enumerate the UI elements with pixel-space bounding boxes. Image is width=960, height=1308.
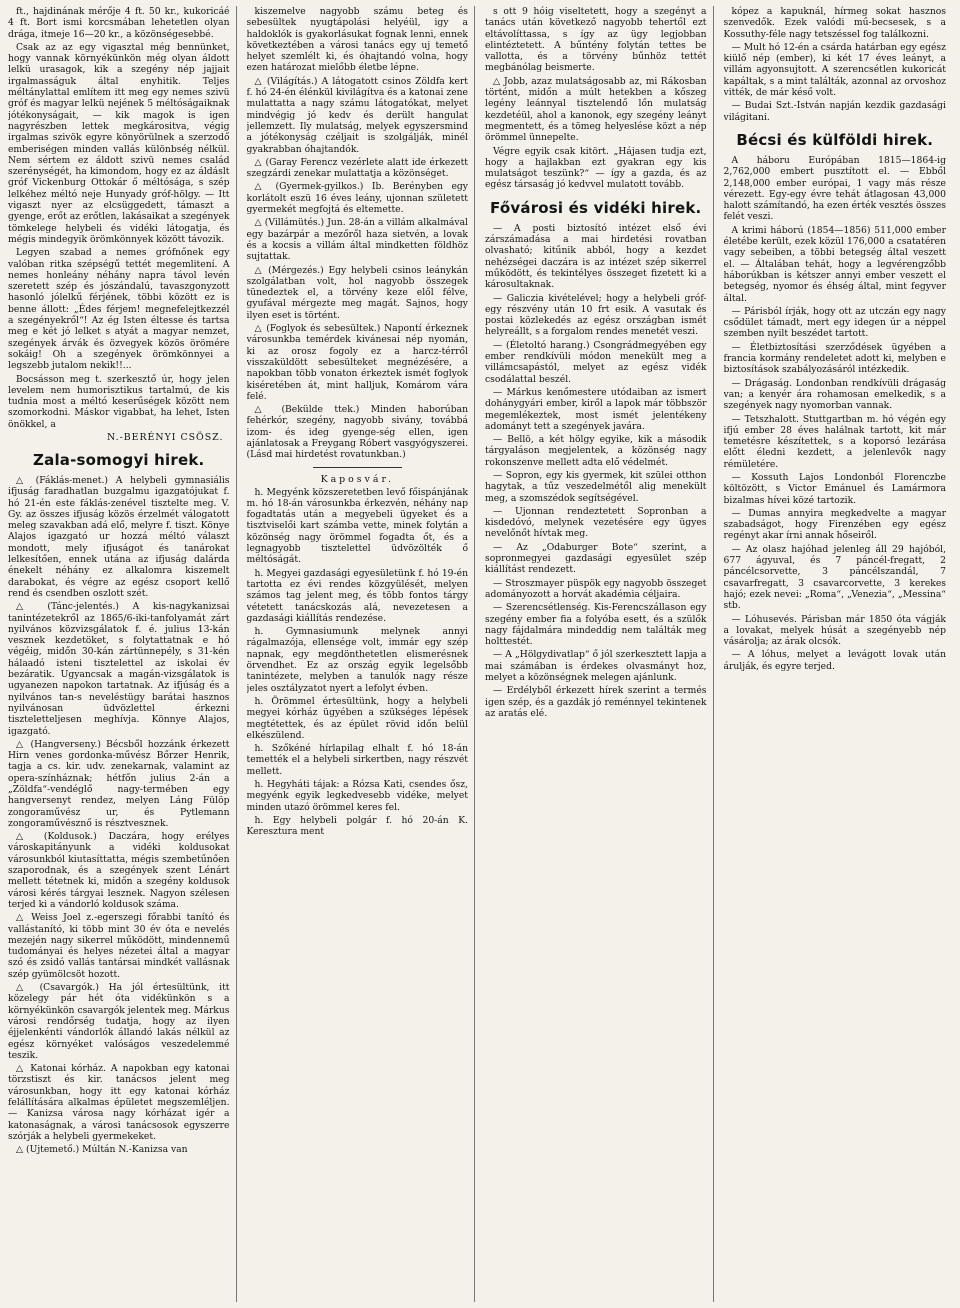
article-paragraph: h. Egy helybeli polgár f. hó 20-án K. Keresztura ment	[246, 814, 468, 838]
article-paragraph: — A posti biztosító intézet első évi zárszámadása a mai hirdetési rovatban olvasható; kitűnik abból, hogy a kezdet nehézségei daczára is az intézet szép sikerrel működött, és tekintélyes összeget fizetett ki a károsultaknak.	[485, 222, 707, 291]
article-paragraph: △ (Garay Ferencz vezérlete alatt ide érkezett szegzárdi zenekar mulattatja a közönséget.	[246, 156, 468, 180]
article-paragraph: — A „Hölgydivatlap“ ő jól szerkesztett lapja a mai számában is érdekes olvasmányt hoz, melyet a közönségnek melegen ajánlunk.	[485, 649, 707, 684]
separator-rule	[313, 467, 402, 468]
article-paragraph: — Budai Szt.-István napján kezdik gazdasági világitani.	[723, 100, 946, 123]
article-paragraph: △ Jobb, azaz mulatságosabb az, mi Rákosban történt, midőn a múlt hetekben a kőszeg legény leánnyal tisztelendő lőn mulatság kezdetéül, ahol a kanonok, egy szegény leányt megmentett, és a tömeg helyeslése közt a nép örömmel ünnepelte.	[485, 75, 707, 144]
article-paragraph: △ (Koldusok.) Daczára, hogy erélyes városkapitányunk a vidéki koldusokat városunkból kiutasíttatta, mégis szembetűnően szaporodnak, és a szegények szent Lénárt mellett tétetnek ki, midőn a szegény koldusok városi kérés tárgyai lesznek. Nagyon szélesen terjed ki a vándorló koldusok száma.	[8, 831, 230, 910]
article-paragraph: △ (Fáklás-menet.) A helybeli gymnasiális ifjuság faradhatlan buzgalmu igazgatójukat f. hó 21-én este fáklás-zenével tisztelte meg. V. Gy. az összes ifjuság közös érzelmét válogatott meleg szavakban adá elő, melyre f. tiszt. Könye Alajos igazgató ur hozzá méltó választ mondott, mely ifjuságot és tanárokat lelkesítően, ennek utána az ifjuság dalárda énekelt néhány ez alkalomra kiszemelt darabokat, és végre az egész csoport kellő rend és csendben oszlott szét.	[8, 474, 230, 599]
newspaper-columns	[8, 6, 952, 1302]
article-paragraph: △ (Tánc-jelentés.) A kis-nagykanizsai tanintézetekről az 1865/6-iki-tanfolyamát zárt nyilvános közvizsgálatok f. é. julius 13-kán vesznek kezdetöket, s folytattatnak e hó végéig, midőn 30-kán zártünnepély, s 31-kén hálaadó isteni tisztelettel az iskolai év bezáratik. Ugyancsak a magán-vizsgálatok is ugyanezen napokon tartatnak. Az ifjúság és a nyilvános tan-s neveléstügy barátai hasznos nyilvánosan üdvözlettel érkezni tiszteletteljesen meghívja. Könnye Alajos, igazgató.	[8, 601, 230, 737]
article-paragraph: △ (Foglyok és sebesültek.) Napontí érkeznek városunkba temérdek kivánesai nép nyomán, ki az orosz fogoly ez a harcz-térről visszaküldött sebesülteket megnézésére, a napokban több vonaton érkeztek ismét foglyok kiséretében át, mint halljuk, Komárom vára felé.	[246, 323, 468, 402]
article-paragraph: s ott 9 hóig viseltetett, hogy a szegényt a tanács után következő nagyobb tehertől ezt eltávolíttassa, s így az ügy legjobban elintéztetett. A bűntény folytán tettes be vallotta, és a törvény bűnhöz tettét megbánólag beismerte.	[485, 6, 707, 74]
section-heading: Zala-somogyi hirek.	[33, 450, 205, 469]
article-paragraph: kiszemelve nagyobb számu beteg és sebesültek nyugtápolási helyéül, igy a haldoklók is gyakorlásukat fognak lenni, ennek következtében a városi tanács egy uj temető helyet szemlélt ki, és óhajtandó volna, hogy ezen határozat mielőbb életbe lépne.	[246, 6, 468, 74]
article-paragraph: Legyen szabad a nemes grófnőnek egy valóban ritka szépségű tettét megemlitení. A nemes honleány néhány napra távol levén szeretett szép és jószándalú, tavaszgonyzott hasonló jólelkű férjének, többi között ez is benne állott: „Édes férjem! megnefelejtkezzél a szegényekről“! Az ég Isten éltesse és tartsa meg e két jó lelket s atyát a magyar nemzet, szegények árvák és özvegyek közös örömére sokáig! Oh a szegények örömkönnyei a legszebb jutalom nekik!!...	[8, 247, 230, 372]
article-paragraph: h. Megyénk közszeretetben levő főispánjának m. hó 18-án városunkba érkezvén, néhány nap fogadtatás után a megyebeli ügyeket és a tisztviselői kart számba vette, minek folytán a közönség nagy örömmel fogadta őt, és a legnagyobb tisztelettel üdvözölték ő méltóságát.	[246, 486, 468, 566]
article-paragraph: Bocsásson meg t. szerkesztő úr, hogy jelen levelem nem humorisztikus tartalmú, de kis tudnia most a méltó keserűségek között nem szomorkodni. Máskor vigabbat, ha lehet, Isten önökkel, a	[8, 373, 230, 430]
article-paragraph: — Stroszmayer püspök egy nagyobb összeget adományozott a horvát akadémia céljaira.	[485, 577, 707, 600]
article-paragraph: — Ujonnan rendeztetett Sopronban a kisdedóvó, melynek vezetésére egy ügyes nevelőnőt hívtak meg.	[485, 505, 707, 540]
article-paragraph: — A lóhus, melyet a levágott lovak után árulják, és egyre terjed.	[723, 649, 946, 672]
author-signature: N.-BERÉNYI CSÖSZ.	[107, 431, 224, 443]
article-paragraph: △ (Gyermek-gyilkos.) Ib. Berényben egy korlátolt eszü 16 éves leány, ujonnan született gyermekét megfojtá és eltemette.	[246, 181, 468, 216]
article-paragraph: △ (Csavargók.) Ha jól értesültünk, itt közelegy pár hét óta vidékünkön s a környékünkön csavargók jelentek meg. Márkus városi rendőrség tudatja, hogy az ilyen éjjelenkénti vándorlók állandó lakás nélkül az egész környéket valóságos veszedelemmé teszik.	[8, 982, 230, 1061]
article-paragraph: △ (Hangverseny.) Bécsből hozzánk érkezett Hirn venes gordonka-művész Bőrzer Henrik, tagja a cs. kir. udv. zenekarnak, valamint az opera-színháznak; hétfőn julius 2-án a „Zöldfa“-vendéglő nagy-termében egy hangversenyt rendez, melyen Láng Fülöp zongoraművész ur, és Pytlemann zongoraművésznő is résztvesznek.	[8, 738, 230, 829]
article-paragraph: kópez a kapuknál, hírmeg sokat hasznos szenvedők. Ezek valódi mű-becsesek, s a Kossuthy-féle nagy tetszéssel fog találkozni.	[723, 6, 946, 40]
article-paragraph: A háboru Európában 1815—1864-ig 2,762,000 embert pusztított el. — Ebből 2,148,000 ember európai, 1 vagy más része vérezett. Egy-egy évre tehát átlagosan 43,000 halott számítandó, ha ezen érték vesztés összes felét veszi.	[723, 154, 946, 223]
article-paragraph: — Életbiztosítási szerződések ügyében a francia kormány rendeletet adott ki, melyben e biztosítások szabályozásáról intézkedik.	[723, 341, 946, 376]
article-paragraph: — Drágaság. Londonban rendkívüli drágaság van; a kenyér ára rohamosan emelkedik, s a szegények nagy nyomorban vannak.	[723, 377, 946, 412]
article-paragraph: ft., hajdinának mérője 4 ft. 50 kr., kukoricáé 4 ft. Bort ismi korcsmában lehetetlen olyan drága, itmeje 16—20 kr., a közönségesebbé.	[8, 6, 230, 40]
article-paragraph: — Galiczia kivételével; hogy a helybeli gróf-egy részvény után 10 frt esik. A vasutak és postai közlekedés az egész országban ismét helyreállt, s a forgalom rendes menetét veszi.	[485, 292, 707, 338]
article-paragraph: h. Gymnasiumunk melynek annyi rágalmazója, ellensége volt, immár egy szép napnak, egy megdönthetetlen elismerésnek örvendhet. Ez az ország egyik legelsőbb tanintézete, melyben a tanulók nagy része jeles osztályzatot nyert a lefolyt évben.	[246, 626, 468, 694]
article-paragraph: △ Katonai kórház. A napokban egy katonai törzstiszt és kir. tanácsos jelent meg városunkban, hogy itt egy katonai kórház felállítására alkalmas épületet megszemléljen. — Kanizsa városa nagy kórházat igér a katonaságnak, a városi tanácsosok egyszerre szórják a helybeli gyermekeket.	[8, 1063, 230, 1142]
column-2	[247, 6, 476, 1302]
article-paragraph: — Kossuth Lajos Londonból Florenczbe költözött, s Victor Emánuel és Lamármora bizalmas hívei közé tartozik.	[723, 471, 946, 506]
article-paragraph: △ (Villámütés.) Jun. 28-án a villám alkalmával egy bazárpár a mezőről haza sietvén, a lovak és a kocsis a villám által mindketten földhöz sujtattak.	[246, 217, 468, 263]
column-4	[724, 6, 953, 1302]
section-heading: Bécsi és külföldi hirek.	[736, 130, 934, 149]
column-3	[485, 6, 714, 1302]
article-paragraph: — Erdélyből érkezett hírek szerint a termés igen szép, és a gazdák jó reménnyel tekintenek az aratás elé.	[485, 685, 707, 719]
article-paragraph: △ (Mérgezés.) Egy helybeli csinos leánykán szolgálatban volt, hol nagyobb összegek tünedeztek el, a törvény keze elől félve, gyufával mérgezte meg magát. Sajnos, hogy ilyen eset is történt.	[246, 264, 468, 321]
article-paragraph: A krimi háború (1854—1856) 511,000 ember életébe került, ezek közül 176,000 a csatatéren vagy sebeiben, a többi betegség által veszett el. — Általában tehát, hogy a legvérengzőbb háborúkban is kétszer annyi ember veszett el betegség, nyomor és éhség által, mint fegyver által.	[723, 224, 946, 304]
article-paragraph: h. Hegyháti tájak: a Rózsa Kati, csendes ősz, megyénk egyik legkedvesebb vidéke, melyet minden utazó örömmel keres fel.	[246, 779, 468, 813]
article-paragraph: — Az olasz hajóhad jelenleg áll 29 hajóból, 677 ágyuval, és 7 páncél-fregatt, 2 páncélcsorvette, 3 páncélszandál, 7 csavarfregatt, 3 csavarcorvette, 3 kerekes hajó; ezek nevei: „Roma“, „Venezia“, „Messina“ stb.	[723, 543, 946, 612]
article-paragraph: △ (Ujtemető.) Múltán N.-Kanizsa van	[16, 1144, 188, 1156]
article-paragraph: h. Szőkéné hírlapilag elhalt f. hó 18-án temették el a helybeli sirkertben, nagy részvét mellett.	[246, 743, 468, 777]
article-paragraph: △ Weiss Joel z.-egerszegi főrabbi tanító és vallástanító, ki több mint 30 év óta e nevelés mezején nagy sikerrel működött, mindennemű tudományai és helyes nézetei által a magyar szó és zsidó vallás tantársai mindkét vallásnak szép gyümölcsöt hozott.	[8, 912, 230, 980]
article-paragraph: — Lóhusevés. Párisban már 1850 óta vágják a lovakat, melyek húsát a szegényebb nép vásárolja; az árak olcsók.	[723, 613, 946, 648]
article-paragraph: h. Örömmel értesültünk, hogy a helybeli megyei kórház ügyében a szükséges lépések megtétettek, és az épület rövid időn belül elkészülend.	[246, 695, 468, 741]
article-paragraph: — Mult hó 12-én a csárda határban egy egész kiülő nép (ember), ki két 17 éves leányt, a villám agyonsujtott. A szerencsétlen kukoricát kapáltak, s a mint találták, azonnal az orvoshoz vitték, de már késő volt.	[723, 41, 946, 99]
article-paragraph: — Márkus kenőmestere utódaiban az ismert dohánygyári ember, kiről a lapok már többször megemlékeztek, most ismét jelentékeny adományt tett a szegények javára.	[485, 386, 707, 432]
article-paragraph: Végre egyik csak kitört. „Hájasen tudja ezt, hogy a hajlakban ezt gyakran egy kis mulatságot teszünk?“ — így a gazda, és az egész társaság jó kedvvel mulatott tovább.	[485, 145, 707, 191]
article-paragraph: — Tetszhalott. Stuttgartban m. hó végén egy ifjú ember 28 éves halálnak tartott, kit már temetésre készítettek, s a koporsó lezárása előtt éledni kezdett, a jelenlevők nagy rémületére.	[723, 413, 946, 470]
article-paragraph: △ (Világítás.) A látogatott csinos Zöldfa kert f. hó 24-én élénkül kivilágítva és a katonai zene mulattatta a nagy számu látogatókat, melyet mindvégig jó kedv és derült hangulat jellemzett. Ily mulatság, melyek egyszersmind a jótékonyság czéljait is szolgálják, minél gyakrabban óhajtandók.	[246, 75, 468, 155]
article-paragraph: △ (Bekülde ttek.) Minden haborúban fehérkór, szegény, nagyobb sivány, továbbá izom- és ideg gyenge-ség ellen, igen ajánlatosak a Freygang Róbert vasgyógyszerei. (Lásd mai hirdetést rovatunkban.)	[246, 404, 468, 461]
column-1	[8, 6, 237, 1302]
article-paragraph: — Bellö, a két hölgy egyike, kik a második tárgyaláson megjelentek, a közönség nagy rokonszenve mellett adta elő védelmét.	[485, 434, 707, 468]
article-paragraph: — Sopron, egy kis gyermek, kit szülei otthon hagytak, a tűz veszedelmétől alig menekült meg, a szomszédok segítségével.	[485, 469, 707, 504]
article-paragraph: Csak az az egy vigasztal még bennünket, hogy vannak környékünkön még olyan áldott lelkü urasagok, kik a szegény nép jajjait irgalmasságuk által enyhitik. Teljes méltánylattal említem itt meg egy nemes szivü gróf és magyar lelkü nejének 5 méltóságaiknak jótékonyságait, — kik magok is igen nagyrészben lettek megkárositva, végig irgalmas szivök egyre könyörülnek a szerzodő emberiségen minden vallás különbség nélkül. Nem sértem ez áldott szivü nemes család szerénységét, ha kimondom, hogy ez az áldáslt gróf Vickenburg Ottokár ő méltósága, s szép lelkéhez méltó neje Hunyady gróf-hölgy. — Itt vigaszt nyer az elcsüggedett, támaszt a gyenge, erőt az erőtlen, lakásaikat a szegények tömkelege helybeli és vidéki látogatja, és mégis mindegyik örömkönnyek között távozik.	[8, 41, 230, 245]
article-paragraph: h. Megyei gazdasági egyesületünk f. hó 19-én tartotta ez évi rendes közgyülését, melyen számos tag jelent meg, és több fontos tárgy vétetett tanácskozás alá, nevezetesen a gazdasági kiállítás rendezése.	[246, 567, 468, 624]
article-paragraph: — Dumas annyira megkedvelte a magyar szabadságot, hogy Firenzében egy egész regényt akar írni annak hőseiről.	[723, 507, 946, 542]
article-paragraph: — Szerencsétlenség. Kis-Ferencszállason egy szegény ember fia a folyóba esett, és a szülők nagy fájdalmára mindeddig nem találták meg holttestét.	[485, 602, 707, 648]
article-paragraph: — Az „Odaburger Bote“ szerint, a sopronmegyei gazdasági egyesület szép kiállítást rendezett.	[485, 541, 707, 576]
dateline-heading: Kaposvár.	[320, 473, 394, 485]
article-paragraph: — Párisból írják, hogy ott az utczán egy nagy csődület támadt, mert egy idegen úr a néppel szemben nyilt beszédet tartott.	[723, 305, 946, 340]
article-paragraph: — (Életoltó harang.) Csongrádmegyében egy ember rendkívüli módon menekült meg a villámcsapástól, melyet az egész vidék csodálattal beszél.	[485, 339, 707, 385]
section-heading: Fővárosi és vidéki hirek.	[490, 198, 702, 217]
